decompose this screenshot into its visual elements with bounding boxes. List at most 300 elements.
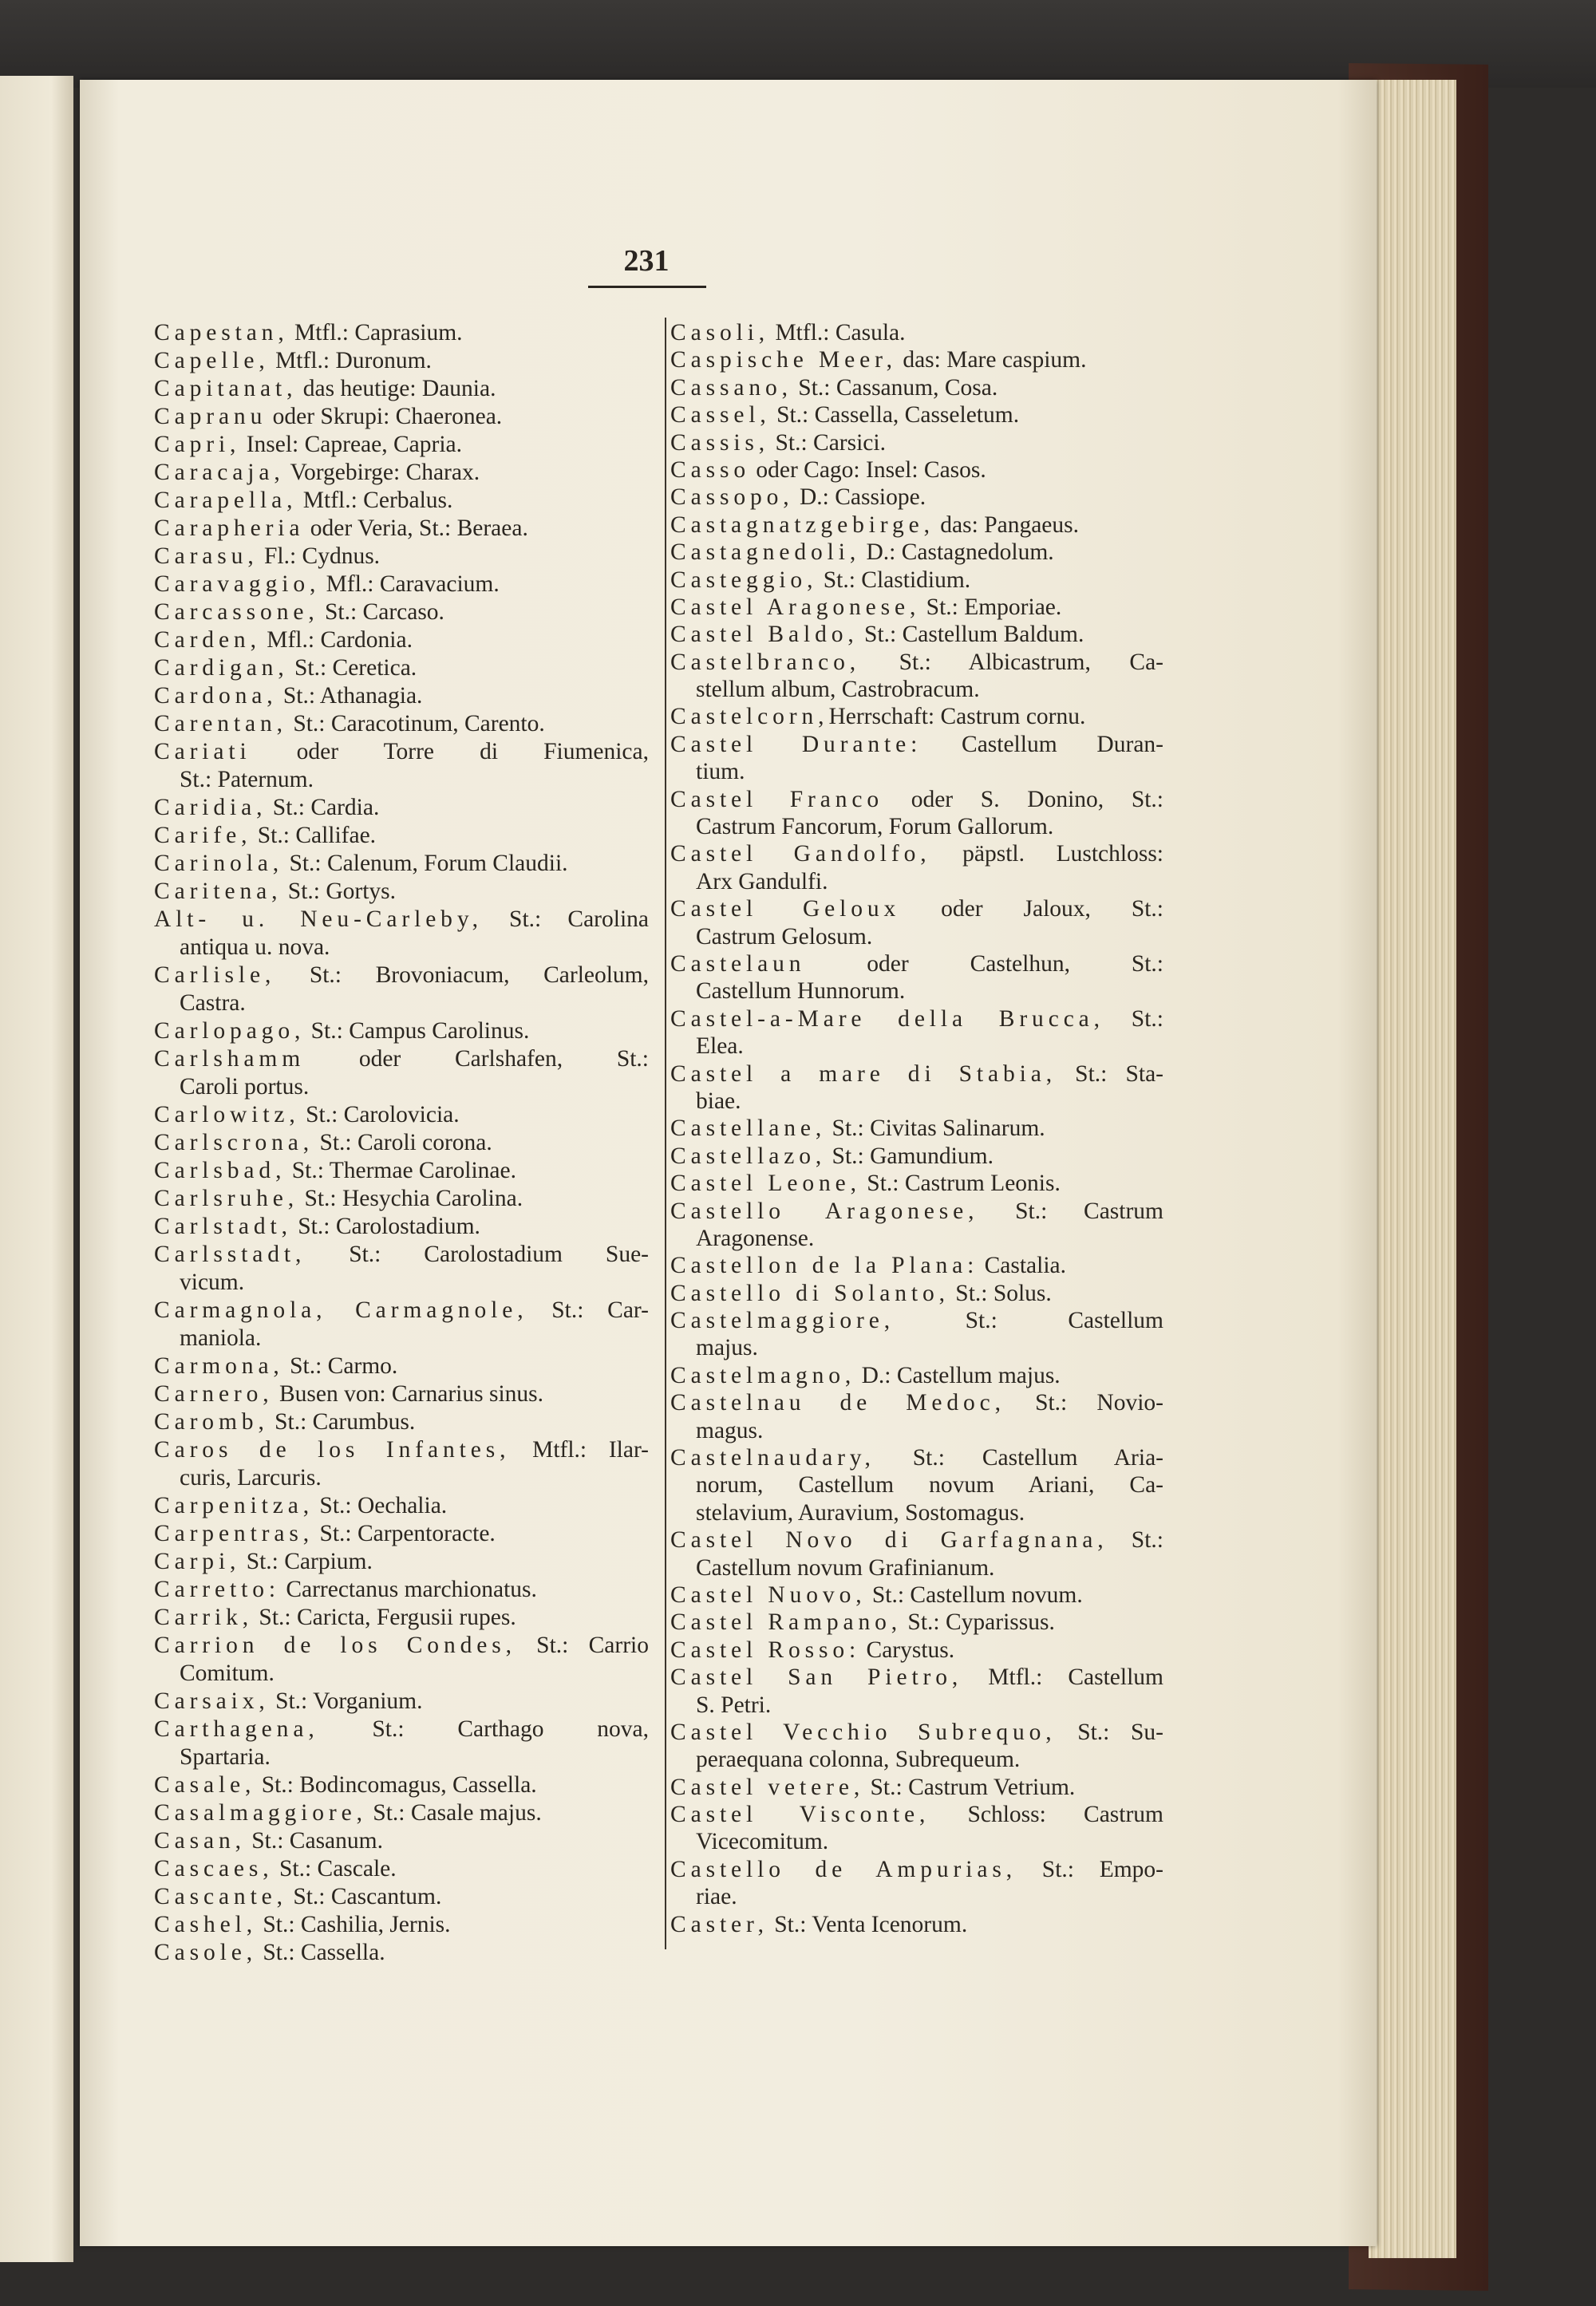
entry-line <box>154 738 649 766</box>
gazetteer-entry <box>670 1005 1163 1060</box>
entry-continuation: St.: Paternum. <box>180 767 314 792</box>
gazetteer-entry <box>670 539 1163 566</box>
entry-line <box>154 1185 649 1213</box>
entry-definition: das: Mare caspium. <box>896 347 1087 373</box>
entry-continuation: magus. <box>696 1417 764 1443</box>
entry-definition: St.: Cascale. <box>273 1856 397 1882</box>
gazetteer-entry <box>154 1911 649 1939</box>
entry-definition: St.: Ceretica. <box>288 655 417 681</box>
entry-headword: Castelcorn, <box>670 704 829 730</box>
entry-headword: Caromb, <box>154 1409 269 1435</box>
entry-line <box>154 654 649 682</box>
entry-line <box>670 567 1163 594</box>
gazetteer-entry <box>670 1143 1163 1170</box>
gazetteer-entry <box>670 1526 1163 1581</box>
entry-line <box>154 710 649 738</box>
gazetteer-entry <box>154 1436 649 1492</box>
gazetteer-entry <box>670 511 1163 539</box>
entry-headword: Caravaggio, <box>154 571 321 597</box>
entry-continuation: peraequana colonna, Subrequeum. <box>696 1747 1021 1773</box>
entry-definition: oder Torre di Fiumenica, <box>251 739 649 764</box>
gazetteer-entry <box>154 1716 649 1771</box>
entry-headword: Carden, <box>154 627 261 653</box>
gazetteer-entry <box>670 484 1163 511</box>
entry-definition: St.: Carolovicia. <box>299 1102 460 1127</box>
entry-line <box>154 1297 649 1325</box>
entry-line <box>154 961 649 989</box>
entry-definition: St.: Carpentoracte. <box>314 1521 496 1546</box>
entry-headword: Casoli, <box>670 320 770 346</box>
entry-definition: St.: Calenum, Forum Claudii. <box>283 851 568 876</box>
entry-definition: päpstl. Lustchloss: <box>930 841 1163 867</box>
gazetteer-entry <box>670 401 1163 428</box>
entry-definition: St.: Carthago nova, <box>318 1716 649 1742</box>
entry-headword: Carpi, <box>154 1549 241 1574</box>
entry-continuation: Castellum novum Grafinianum. <box>696 1554 995 1581</box>
entry-line <box>154 794 649 822</box>
entry-headword: Caracaja, <box>154 460 285 485</box>
entry-headword: Carlsruhe, <box>154 1186 299 1211</box>
entry-headword: Castello di Solanto, <box>670 1280 950 1306</box>
gazetteer-entry <box>154 738 649 794</box>
entry-headword: Cariati <box>154 739 251 764</box>
entry-headword: Carife, <box>154 823 252 848</box>
entry-definition: St.: Castellum Aria- <box>875 1445 1163 1471</box>
gazetteer-entry <box>670 1801 1163 1856</box>
entry-headword: Castel-a-Mare della Brucca, <box>670 1005 1104 1032</box>
entry-headword: Castel Aragonese, <box>670 594 921 620</box>
entry-definition: St.: Castrum Leonis. <box>860 1171 1061 1197</box>
entry-headword: Capelle, <box>154 348 270 373</box>
gazetteer-entry <box>154 961 649 1017</box>
gazetteer-entry <box>154 459 649 487</box>
entry-line <box>670 1280 1163 1307</box>
entry-headword: Cassis, <box>670 429 770 456</box>
entry-line <box>154 543 649 571</box>
right-column <box>670 319 1163 1938</box>
entry-headword: Cashel, <box>154 1912 257 1937</box>
entry-line <box>154 403 649 431</box>
gazetteer-entry <box>670 1856 1163 1911</box>
page-number: 231 <box>623 244 670 278</box>
gazetteer-entry <box>154 682 649 710</box>
entry-definition: St.: Clastidium. <box>817 567 971 593</box>
entry-line <box>154 375 649 403</box>
entry-continuation: stelavium, Auravium, Sostomagus. <box>696 1499 1025 1526</box>
entry-definition: Mtfl.: Cerbalus. <box>297 488 453 513</box>
entry-headword: Carcassone, <box>154 599 319 625</box>
entry-definition: Mtfl.: Caprasium. <box>288 320 463 346</box>
gazetteer-entry <box>154 794 649 822</box>
gazetteer-entry <box>670 1911 1163 1938</box>
entry-continuation: Castra. <box>180 990 246 1016</box>
entry-definition: St.: Cassanum, Cosa. <box>792 374 998 401</box>
gazetteer-entry <box>670 319 1163 346</box>
gazetteer-entry <box>154 1688 649 1716</box>
gazetteer-entry <box>670 1444 1163 1526</box>
entry-line <box>154 1157 649 1185</box>
entry-headword: Castel Gandolfo, <box>670 841 931 867</box>
entry-headword: Casteggio, <box>670 567 818 593</box>
gazetteer-entry <box>670 1389 1163 1444</box>
entry-line <box>670 1389 1163 1416</box>
entry-continuation: stellum album, Castrobracum. <box>696 677 980 703</box>
entry-definition: oder Jaloux, St.: <box>900 896 1163 922</box>
gazetteer-entry <box>670 567 1163 594</box>
entry-definition: St.: Gamundium. <box>826 1143 994 1169</box>
entry-definition: St.: Campus Carolinus. <box>305 1018 530 1044</box>
entry-continuation: S. Petri. <box>696 1692 772 1718</box>
entry-line <box>154 1017 649 1045</box>
entry-line <box>154 878 649 906</box>
entry-definition: Castellum Duran- <box>922 731 1163 757</box>
entry-headword: Capestan, <box>154 320 289 346</box>
entry-line <box>154 1436 649 1464</box>
entry-definition: St.: Castellum novum. <box>866 1581 1083 1608</box>
entry-definition: Carystus. <box>860 1637 955 1663</box>
gazetteer-entry <box>154 626 649 654</box>
facing-page-edge <box>0 76 73 2262</box>
gazetteer-entry <box>670 786 1163 841</box>
entry-headword: Carentan, <box>154 711 287 736</box>
entry-headword: Carapella, <box>154 488 298 513</box>
gazetteer-entry <box>154 1101 649 1129</box>
entry-definition: St.: Sta- <box>1057 1060 1163 1087</box>
entry-line <box>154 1045 649 1073</box>
entry-headword: Castello de Ampurias, <box>670 1856 1017 1882</box>
entry-line <box>154 1576 649 1604</box>
left-column <box>154 319 649 1967</box>
entry-headword: Carlscrona, <box>154 1130 314 1155</box>
entry-line <box>154 1688 649 1716</box>
entry-continuation: antiqua u. nova. <box>180 934 330 960</box>
entry-line <box>670 950 1163 977</box>
entry-definition: oder S. Donino, St.: <box>883 786 1163 812</box>
entry-headword: Castelnaudary, <box>670 1445 875 1471</box>
entry-headword: Casole, <box>154 1940 257 1965</box>
entry-headword: Casale, <box>154 1772 256 1798</box>
entry-headword: Castel Nuovo, <box>670 1581 867 1608</box>
entry-line <box>670 1609 1163 1636</box>
entry-definition: St.: Cassella. <box>256 1940 385 1965</box>
entry-headword: Castel Baldo, <box>670 622 859 648</box>
entry-definition: St.: Cyparissus. <box>902 1609 1055 1636</box>
entry-headword: Castel Novo di Garfagnana, <box>670 1527 1108 1554</box>
entry-line <box>154 431 649 459</box>
entry-line <box>154 571 649 598</box>
gazetteer-entry <box>154 543 649 571</box>
entry-continuation: Elea. <box>696 1033 744 1060</box>
entry-line <box>670 1307 1163 1334</box>
gazetteer-entry <box>670 1170 1163 1197</box>
entry-line <box>670 649 1163 676</box>
gazetteer-entry <box>670 346 1163 373</box>
entry-line <box>670 1911 1163 1938</box>
entry-headword: Castel Vecchio Subrequo, <box>670 1719 1057 1745</box>
entry-line <box>670 1801 1163 1828</box>
gazetteer-entry <box>670 621 1163 648</box>
gazetteer-entry <box>154 1408 649 1436</box>
entry-headword: Casso <box>670 456 750 483</box>
entry-definition: St.: Casale majus. <box>366 1800 542 1826</box>
gazetteer-entry <box>670 429 1163 456</box>
entry-headword: Castagnedoli, <box>670 539 861 566</box>
gazetteer-entry <box>670 1581 1163 1609</box>
entry-line <box>670 731 1163 758</box>
entry-headword: Capranu <box>154 404 267 429</box>
entry-definition: St.: Gortys. <box>282 879 397 904</box>
gazetteer-entry <box>670 1307 1163 1362</box>
entry-definition: oder Castelhun, St.: <box>805 950 1163 977</box>
entry-line <box>154 1492 649 1520</box>
entry-definition: D.: Castellum majus. <box>855 1362 1061 1388</box>
entry-continuation: Castellum Hunnorum. <box>696 978 906 1005</box>
entry-definition: St.: Carrio <box>516 1633 649 1658</box>
entry-definition: St.: Car- <box>527 1297 649 1323</box>
entry-continuation: maniola. <box>180 1325 262 1351</box>
entry-definition: St.: Albicastrum, Ca- <box>860 649 1163 675</box>
entry-definition: Busen von: Carnarius sinus. <box>273 1381 544 1407</box>
gazetteer-entry <box>670 594 1163 621</box>
entry-line <box>154 1939 649 1967</box>
entry-headword: Castel Durante: <box>670 731 922 757</box>
entry-headword: Carthagena, <box>154 1716 319 1742</box>
entry-line <box>154 1911 649 1939</box>
entry-line <box>670 1856 1163 1883</box>
entry-continuation: curis, Larcuris. <box>180 1465 322 1491</box>
entry-definition: St.: Brovoniacum, Carleolum, <box>275 962 649 988</box>
entry-line <box>670 1252 1163 1279</box>
entry-line <box>154 1799 649 1827</box>
entry-definition: St.: Castrum <box>978 1198 1163 1224</box>
entry-line <box>670 1362 1163 1389</box>
entry-line <box>670 1060 1163 1088</box>
entry-line <box>670 401 1163 428</box>
entry-definition: oder Cago: Insel: Casos. <box>749 456 986 483</box>
entry-line <box>154 347 649 375</box>
entry-line <box>670 1637 1163 1664</box>
entry-definition: St.: Casanum. <box>245 1828 383 1854</box>
entry-definition: St.: Cassella, Casseletum. <box>770 402 1020 428</box>
entry-headword: Castelnau de Medoc, <box>670 1390 1005 1416</box>
entry-continuation: vicum. <box>180 1269 245 1295</box>
entry-headword: Castel Rampano, <box>670 1609 903 1636</box>
entry-definition: St.: Cashilia, Jernis. <box>256 1912 451 1937</box>
entry-headword: Carlsstadt, <box>154 1242 306 1267</box>
gazetteer-entry <box>154 822 649 850</box>
entry-continuation: biae. <box>696 1088 741 1114</box>
entry-headword: Carpenitza, <box>154 1493 314 1518</box>
entry-line <box>154 487 649 515</box>
entry-line <box>670 594 1163 621</box>
entry-continuation: Vicecomitum. <box>696 1829 829 1855</box>
entry-definition: D.: Cassiope. <box>793 484 926 511</box>
gazetteer-entry <box>154 1129 649 1157</box>
gazetteer-entry <box>670 1719 1163 1774</box>
gazetteer-entry <box>154 654 649 682</box>
entry-headword: Castellazo, <box>670 1143 827 1169</box>
gazetteer-entry <box>670 1060 1163 1115</box>
gazetteer-entry <box>670 895 1163 950</box>
entry-headword: Castel San Pietro, <box>670 1664 963 1691</box>
gazetteer-entry <box>154 431 649 459</box>
gazetteer-entry <box>154 1576 649 1604</box>
entry-definition: Vorgebirge: Charax. <box>284 460 480 485</box>
entry-definition: Insel: Capreae, Capria. <box>240 432 462 457</box>
entry-line <box>154 822 649 850</box>
entry-definition: oder Carlshafen, St.: <box>305 1046 649 1072</box>
gazetteer-entry <box>154 1548 649 1576</box>
entry-line <box>154 319 649 347</box>
entry-headword: Castagnatzgebirge, <box>670 511 934 538</box>
entry-headword: Castelmagno, <box>670 1362 856 1388</box>
entry-line <box>154 1129 649 1157</box>
entry-headword: Carmona, <box>154 1353 284 1379</box>
entry-continuation: norum, Castellum novum Ariani, Ca- <box>696 1472 1163 1499</box>
entry-line <box>670 1115 1163 1142</box>
entry-definition: St.: Cardia. <box>267 795 380 820</box>
entry-line <box>154 1213 649 1241</box>
entry-definition: Carrectanus marchionatus. <box>279 1577 537 1602</box>
entry-headword: Carlstadt, <box>154 1214 292 1239</box>
gazetteer-entry <box>154 1855 649 1883</box>
entry-line <box>154 1408 649 1436</box>
entry-line <box>154 1771 649 1799</box>
entry-continuation: Aragonense. <box>696 1225 815 1251</box>
entry-definition: St.: Oechalia. <box>314 1493 448 1518</box>
gazetteer-entry <box>154 1771 649 1799</box>
entry-definition: St.: Carumbus. <box>268 1409 416 1435</box>
entry-headword: Capri, <box>154 432 241 457</box>
gazetteer-entry <box>154 1520 649 1548</box>
gazetteer-entry <box>154 1604 649 1632</box>
entry-definition: D.: Castagnedolum. <box>860 539 1054 566</box>
entry-line <box>670 1143 1163 1170</box>
gazetteer-entry <box>670 1115 1163 1142</box>
entry-definition: Mfl.: Cardonia. <box>260 627 413 653</box>
entry-definition: oder Skrupi: Chaeronea. <box>267 404 503 429</box>
entry-headword: Alt- u. Neu-Carleby, <box>154 906 483 932</box>
entry-headword: Cassopo, <box>670 484 794 511</box>
entry-definition: Mtfl.: Casula. <box>769 320 906 346</box>
entry-line <box>154 1883 649 1911</box>
entry-headword: Castel Rosso: <box>670 1637 861 1663</box>
entry-line <box>670 621 1163 648</box>
entry-line <box>670 319 1163 346</box>
entry-line <box>670 1581 1163 1609</box>
entry-headword: Castelbranco, <box>670 649 861 675</box>
entry-headword: Capitanat, <box>154 376 298 401</box>
entry-definition: das heutige: Daunia. <box>297 376 496 401</box>
gazetteer-entry <box>670 374 1163 401</box>
gazetteer-entry <box>154 1939 649 1967</box>
entry-line <box>154 1352 649 1380</box>
entry-line <box>154 1827 649 1855</box>
gazetteer-entry <box>154 1297 649 1352</box>
entry-headword: Castel a mare di Stabia, <box>670 1060 1057 1087</box>
entry-continuation: riae. <box>696 1884 737 1910</box>
entry-definition: Fl.: Cydnus. <box>258 543 381 569</box>
entry-headword: Caros de los Infantes, <box>154 1437 511 1463</box>
gazetteer-entry <box>670 950 1163 1005</box>
entry-line <box>670 1664 1163 1691</box>
entry-definition: St.: Castellum <box>895 1308 1163 1334</box>
entry-headword: Carrik, <box>154 1605 254 1630</box>
gazetteer-entry <box>670 456 1163 484</box>
gazetteer-entry <box>154 1380 649 1408</box>
entry-headword: Carpentras, <box>154 1521 314 1546</box>
entry-line <box>670 484 1163 511</box>
entry-definition: Castalia. <box>978 1253 1067 1279</box>
entry-line <box>154 906 649 934</box>
entry-line <box>670 539 1163 566</box>
gazetteer-entry <box>670 1362 1163 1389</box>
entry-line <box>154 459 649 487</box>
entry-headword: Carlopago, <box>154 1018 306 1044</box>
entry-definition: St.: Carolostadium. <box>291 1214 480 1239</box>
gazetteer-entry <box>670 649 1163 704</box>
entry-continuation: tium. <box>696 759 745 785</box>
entry-line <box>154 598 649 626</box>
gazetteer-entry <box>154 1213 649 1241</box>
gazetteer-entry <box>154 1185 649 1213</box>
entry-definition: St.: Athanagia. <box>277 683 423 709</box>
entry-line <box>670 786 1163 813</box>
entry-headword: Castel Leone, <box>670 1171 861 1197</box>
entry-line <box>154 1632 649 1660</box>
entry-headword: Castelaun <box>670 950 806 977</box>
entry-line <box>670 703 1163 730</box>
entry-line <box>670 456 1163 484</box>
entry-headword: Carapheria <box>154 515 305 541</box>
entry-line <box>154 1101 649 1129</box>
entry-headword: Carsaix, <box>154 1688 270 1714</box>
gazetteer-entry <box>154 571 649 598</box>
entry-definition: Mfl.: Caravacium. <box>320 571 500 597</box>
entry-definition: St.: Carpium. <box>240 1549 373 1574</box>
gazetteer-entry <box>670 1637 1163 1664</box>
gazetteer-entry <box>154 1045 649 1101</box>
entry-definition: St.: Su- <box>1056 1719 1163 1745</box>
entry-headword: Carlisle, <box>154 962 276 988</box>
entry-headword: Caspische Meer, <box>670 347 897 373</box>
entry-definition: St.: Venta Icenorum. <box>768 1911 968 1937</box>
gazetteer-entry <box>154 403 649 431</box>
entry-headword: Carasu, <box>154 543 259 569</box>
entry-definition: St.: Carcaso. <box>318 599 444 625</box>
entry-headword: Casalmaggiore, <box>154 1800 367 1826</box>
entry-headword: Carnero, <box>154 1381 274 1407</box>
gazetteer-entry <box>670 1198 1163 1253</box>
entry-line <box>154 850 649 878</box>
entry-line <box>154 1716 649 1743</box>
entry-definition: St.: Thermae Carolinae. <box>286 1158 516 1183</box>
gazetteer-entry <box>154 850 649 878</box>
entry-definition: Mtfl.: Castellum <box>962 1664 1163 1691</box>
entry-continuation: Castrum Gelosum. <box>696 923 873 950</box>
entry-definition: St.: Empo- <box>1017 1856 1163 1882</box>
entry-line <box>670 840 1163 867</box>
entry-headword: Castelmaggiore, <box>670 1308 895 1334</box>
entry-definition: St.: Callifae. <box>251 823 377 848</box>
entry-line <box>154 1380 649 1408</box>
gazetteer-entry <box>154 1352 649 1380</box>
entry-headword: Carretto: <box>154 1577 280 1602</box>
entry-line <box>154 1241 649 1269</box>
entry-line <box>154 1520 649 1548</box>
entry-definition: St.: Carsici. <box>769 429 886 456</box>
entry-definition: St.: Castellum Baldum. <box>858 622 1084 648</box>
